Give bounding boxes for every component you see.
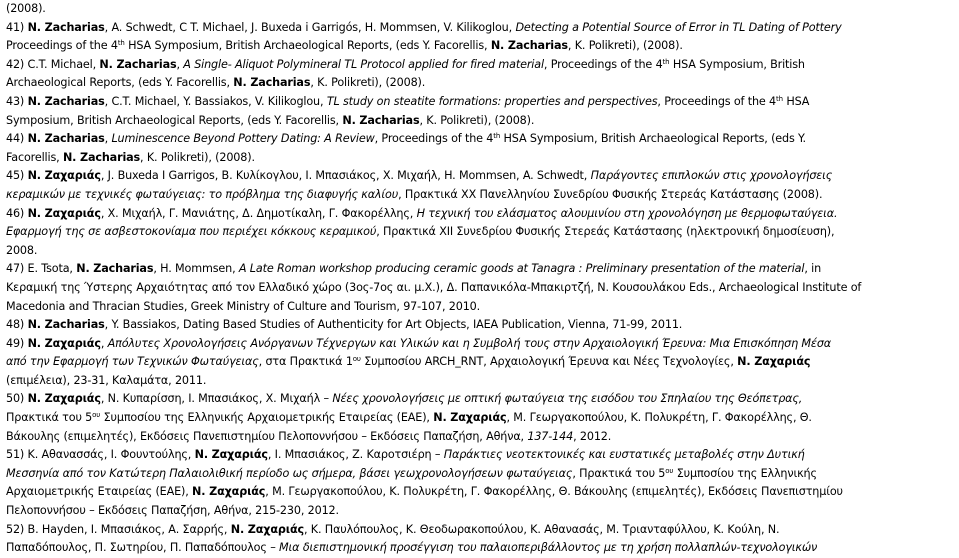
reference-text: ,: [100, 336, 108, 350]
reference-text: , Y. Bassiakos, Dating Based Studies of Authenticity for Art Objects, IAEA Publication, Vienna, 71-99, 2011.: [104, 318, 683, 332]
author-highlight: Ν. Ζαχαριάς: [194, 448, 268, 462]
reference-line: [6, 56, 953, 75]
reference-text: 51) Κ. Αθανασσάς, Ι. Φουντούλης,: [6, 448, 195, 462]
title-text: Luminescence Beyond Pottery Dating: A Review: [111, 132, 375, 146]
title-text: A Single- Aliquot Polymineral TL Protocol applied for fired material: [183, 57, 544, 71]
reference-line: [6, 279, 953, 298]
reference-line: [6, 409, 953, 428]
author-highlight: Ν. Ζαχαριάς: [27, 392, 101, 406]
reference-entry: [6, 260, 953, 316]
reference-line: [6, 93, 953, 112]
title-text: Η τεχνική του ελάσματος αλουμινίου στη χρονολόγηση με θερμοφωταύγεια.: [416, 206, 838, 220]
ordinal-suffix: ου: [665, 466, 674, 475]
reference-line: [6, 465, 953, 484]
author-highlight: Ν. Ζαχαριάς: [230, 522, 304, 536]
reference-text: 49): [6, 336, 28, 350]
title-text: Μεσσηνία από τον Κατώτερη Παλαιολιθική περίοδο ως σήμερα, βάσει γεωχρονολογήσεων φωταύγειας: [6, 466, 573, 480]
reference-text: , A. Schwedt, C T. Michael, J. Buxeda i Garrigós, H. Mommsen, V. Kilikoglou,: [104, 20, 516, 34]
reference-text: Βάκουλης (επιμελητές), Εκδόσεις Πανεπιστημίου Πελοποννήσου – Εκδόσεις Παπαζήση, Αθήνα,: [6, 429, 528, 443]
author-highlight: N. Zacharias: [27, 318, 105, 332]
author-highlight: Ν. Ζαχαριάς: [27, 336, 101, 350]
reference-text: , Μ. Γεωργακοπούλου, Κ. Πολυκρέτη, Γ. Φακορέλλης, Θ. Βάκουλης (επιμελητές), Εκδόσεις Πανεπιστημίου: [265, 485, 843, 499]
ordinal-suffix: th: [493, 132, 501, 141]
reference-line: [6, 390, 953, 409]
reference-line: [6, 298, 953, 317]
reference-line: [6, 372, 953, 391]
reference-line: [6, 74, 953, 93]
reference-line: [6, 186, 953, 205]
ordinal-suffix: ου: [92, 411, 101, 420]
reference-line: [6, 37, 953, 56]
reference-text: , Proceedings of the 4: [543, 57, 663, 71]
reference-line: [6, 0, 953, 19]
author-highlight: N. Zacharias: [76, 262, 154, 276]
reference-text: , Ν. Κυπαρίσση, Ι. Μπασιάκος, Χ. Μιχαήλ –: [100, 392, 333, 406]
reference-entry: [6, 316, 953, 335]
reference-text: 47) E. Tsota,: [6, 262, 77, 276]
reference-text: Proceedings of the 4: [6, 39, 118, 53]
title-text: από την Εφαρμογή των Τεχνικών Φωταύγειας: [6, 355, 259, 369]
reference-text: (επιμέλεια), 23-31, Καλαμάτα, 2011.: [6, 373, 207, 387]
reference-line: [6, 223, 953, 242]
reference-line: [6, 19, 953, 38]
ordinal-suffix: th: [117, 39, 125, 48]
reference-text: Συμποσίου ARCH_RNT, Αρχαιολογική Έρευνα και Νέες Τεχνολογίες,: [360, 355, 738, 369]
reference-text: , Μ. Γεωργακοπούλου, Κ. Πολυκρέτη, Γ. Φακορέλλης, Θ.: [506, 411, 812, 425]
reference-text: ,: [176, 57, 184, 71]
title-text: Εφαρμογή της σε ασβεστοκονίαμα που περιέχει κόκκους κεραμικού: [6, 225, 377, 239]
reference-text: 43): [6, 94, 28, 108]
reference-text: , C.T. Michael, Y. Bassiakos, V. Kilikoglou,: [104, 94, 327, 108]
reference-line: [6, 483, 953, 502]
reference-text: Κεραμική της Ύστερης Αρχαιότητας από τον Ελλαδικό χώρο (3ος-7ος αι. μ.Χ.), Δ. Παπανικόλα-Μπακιρτζή, Ν. Κουσουλάκου Eds., Archaeological Institute of: [6, 280, 862, 294]
reference-text: Macedonia and Thracian Studies, Greek Ministry of Culture and Tourism, 97-107, 2010.: [6, 299, 481, 313]
title-text: Παράκτιες νεοτεκτονικές και ευστατικές μεταβολές στην Δυτική: [443, 448, 805, 462]
author-highlight: Ν. Ζαχαριάς: [433, 411, 507, 425]
reference-line: [6, 335, 953, 354]
reference-text: , Πρακτικά ΧΧ Πανελληνίου Συνεδρίου Φυσικής Στερεάς Κατάστασης (2008).: [398, 187, 823, 201]
reference-text: 41): [6, 20, 28, 34]
reference-text: Symposium, British Archaeological Reports, (eds Y. Facorellis,: [6, 113, 343, 127]
ordinal-suffix: th: [776, 94, 783, 103]
title-text: A Late Roman workshop producing ceramic goods at Tanagra : Preliminary presentation of the material: [238, 262, 805, 276]
reference-entry: [6, 521, 953, 558]
author-highlight: Ν. Ζαχαριάς: [192, 485, 266, 499]
reference-entry: [6, 93, 953, 130]
author-highlight: N. Zacharias: [99, 57, 177, 71]
title-text: 137-144: [527, 429, 574, 443]
author-highlight: N. Zacharias: [27, 94, 105, 108]
reference-text: HSA: [782, 94, 810, 108]
author-highlight: Ν. Ζαχαριάς: [27, 206, 101, 220]
author-highlight: N. Zacharias: [490, 39, 568, 53]
title-text: Μια διεπιστημονική προσέγγιση του παλαιοπεριβάλλοντος με τη χρήση πολλαπλών-τεχνολογικών: [279, 541, 818, 555]
reference-text: HSA Symposium, British Archaeological Reports, (eds Y.: [500, 132, 806, 146]
reference-line: [6, 242, 953, 261]
title-text: Νέες χρονολογήσεις με οπτική φωταύγεια της εισόδου του Σπηλαίου της Θεόπετρας,: [332, 392, 803, 406]
reference-text: , 2012.: [573, 429, 612, 443]
reference-text: , Πρακτικά XII Συνεδρίου Φυσικής Στερεάς Κατάστασης (ηλεκτρονική δημοσίευση),: [376, 225, 835, 239]
title-text: Detecting a Potential Source of Error in TL Dating of Pottery: [515, 20, 842, 34]
reference-entry: [6, 0, 953, 19]
reference-text: 42) C.T. Michael,: [6, 57, 100, 71]
reference-text: , στα Πρακτικά 1: [258, 355, 353, 369]
author-highlight: N. Zacharias: [27, 20, 105, 34]
reference-text: Πρακτικά του 5: [6, 411, 93, 425]
reference-text: Facorellis,: [6, 150, 63, 164]
reference-entry: [6, 390, 953, 446]
reference-text: 50): [6, 392, 28, 406]
reference-text: Archaeological Reports, (eds Y. Facorellis,: [6, 76, 234, 90]
reference-text: (2008).: [6, 2, 46, 15]
reference-text: 44): [6, 132, 28, 146]
author-highlight: N. Zacharias: [62, 150, 141, 164]
reference-line: [6, 353, 953, 372]
reference-text: , J. Buxeda I Garrigos, Β. Κυλίκογλου, Ι. Μπασιάκος, Χ. Μιχαήλ, H. Mommsen, A. Schwedt,: [100, 169, 591, 183]
author-highlight: N. Zacharias: [27, 132, 105, 146]
reference-text: , Proceedings of the 4: [657, 94, 777, 108]
title-text: Απόλυτες Χρονολογήσεις Ανόργανων Τέχνεργων και Υλικών και η Συμβολή τους στην Αρχαιολογική Έρευνα: Μια Επισκόπηση Μέσα: [107, 336, 831, 350]
reference-text: 52) B. Hayden, Ι. Μπασιάκος, Α. Σαρρής,: [6, 522, 231, 536]
reference-entry: [6, 205, 953, 261]
title-text: TL study on steatite formations: properties and perspectives: [326, 94, 658, 108]
title-text: κεραμικών με τεχνικές φωταύγειας: το πρόβλημα της διαφυγής καλίου: [6, 187, 399, 201]
reference-text: , K. Polikreti), (2008).: [140, 150, 255, 164]
reference-line: [6, 112, 953, 131]
reference-line: [6, 446, 953, 465]
reference-text: , Proceedings of the 4: [374, 132, 494, 146]
reference-text: 46): [6, 206, 28, 220]
author-highlight: N. Zacharias: [342, 113, 420, 127]
reference-text: , K. Polikreti), (2008).: [419, 113, 535, 127]
reference-text: , in: [804, 262, 822, 276]
reference-text: Αρχαιομετρικής Εταιρείας (ΕΑΕ),: [6, 485, 193, 499]
reference-text: Παπαδόπουλος, Π. Σωτηρίου, Π. Παπαδόπουλος –: [6, 541, 280, 555]
reference-entry: [6, 130, 953, 167]
reference-text: , Πρακτικά του 5: [572, 466, 666, 480]
reference-line: [6, 260, 953, 279]
reference-text: 48): [6, 318, 28, 332]
reference-text: , Κ. Παυλόπουλος, Κ. Θεοδωρακοπούλου, Κ. Αθανασάς, Μ. Τριανταφύλλου, Κ. Κούλη, Ν.: [304, 522, 780, 536]
reference-text: Συμποσίου της Ελληνικής Αρχαιομετρικής Εταιρείας (ΕΑΕ),: [100, 411, 434, 425]
title-text: Παράγοντες επιπλοκών στις χρονολογήσεις: [590, 169, 833, 183]
reference-line: [6, 167, 953, 186]
reference-line: [6, 428, 953, 447]
reference-text: 2008.: [6, 243, 38, 257]
reference-text: ,: [104, 132, 112, 146]
ordinal-suffix: ου: [352, 355, 361, 364]
reference-line: [6, 502, 953, 521]
reference-entry: [6, 56, 953, 93]
reference-text: HSA Symposium, British: [669, 57, 805, 71]
reference-entry: [6, 167, 953, 204]
reference-entry: [6, 335, 953, 391]
reference-text: , Χ. Μιχαήλ, Γ. Μανιάτης, Δ. Δημοτίκαλη, Γ. Φακορέλλης,: [100, 206, 417, 220]
reference-list: [6, 0, 953, 558]
author-highlight: Ν. Ζαχαριάς: [27, 169, 101, 183]
reference-line: [6, 130, 953, 149]
reference-line: [6, 149, 953, 168]
reference-text: , Ι. Μπασιάκος, Ζ. Καροτσιέρη –: [267, 448, 444, 462]
reference-line: [6, 539, 953, 558]
reference-text: , K. Polikreti), (2008).: [310, 76, 426, 90]
reference-line: [6, 205, 953, 224]
reference-entry: [6, 19, 953, 56]
reference-text: , H. Mommsen,: [153, 262, 239, 276]
reference-text: HSA Symposium, British Archaeological Reports, (eds Y. Facorellis,: [124, 39, 491, 53]
reference-text: Πελοποννήσου – Εκδόσεις Παπαζήση, Αθήνα, 215-230, 2012.: [6, 504, 339, 518]
author-highlight: Ν. Ζαχαριάς: [737, 355, 811, 369]
reference-text: 45): [6, 169, 28, 183]
ordinal-suffix: th: [662, 57, 670, 66]
reference-line: [6, 316, 953, 335]
reference-text: Συμποσίου της Ελληνικής: [673, 466, 817, 480]
author-highlight: N. Zacharias: [233, 76, 311, 90]
reference-entry: [6, 446, 953, 520]
reference-line: [6, 521, 953, 540]
reference-text: , K. Polikreti), (2008).: [567, 39, 683, 53]
